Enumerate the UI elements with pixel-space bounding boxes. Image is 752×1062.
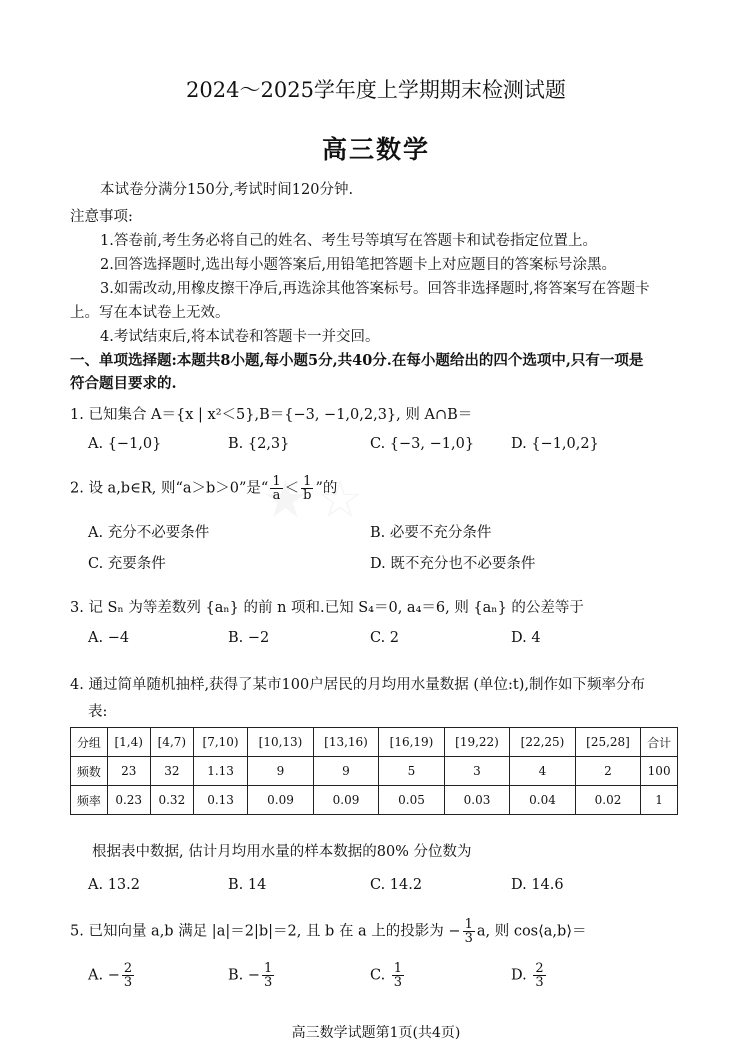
q4-option-b: B. 14	[228, 877, 267, 893]
table-cell: 0.09	[313, 786, 379, 815]
note-item: 4.考试结束后,将本试卷和答题卡一并交回。	[100, 329, 380, 345]
table-cell: 0.04	[510, 786, 576, 815]
table-row	[71, 786, 678, 815]
table-cell: [4,7)	[150, 728, 193, 757]
fraction	[122, 962, 134, 989]
question-4-prompt: 根据表中数据, 估计月均用水量的样本数据的80% 分位数为	[92, 844, 472, 860]
table-cell: 合计	[641, 728, 678, 757]
fraction	[301, 475, 313, 502]
q3-option-b: B. −2	[228, 630, 270, 646]
frac-den: 3	[535, 975, 544, 990]
table-cell: 0.03	[444, 786, 510, 815]
frac-den: a	[272, 488, 281, 503]
q5-option-b	[228, 962, 276, 989]
table-cell: [10,13)	[248, 728, 314, 757]
question-2-stem	[70, 475, 337, 502]
frac-den: 3	[123, 975, 133, 990]
question-5-stem	[70, 918, 586, 945]
table-cell: 0.05	[379, 786, 445, 815]
note-item: 3.如需改动,用橡皮擦干净后,再选涂其他答案标号。回答非选择题时,将答案写在答题卡	[100, 281, 650, 297]
table-cell: 9	[248, 757, 314, 786]
section-heading-cont: 符合题目要求的.	[70, 375, 177, 392]
q1-option-d: D. {−1,0,2}	[511, 436, 599, 452]
frac-num: 1	[464, 917, 473, 932]
table-cell: 9	[313, 757, 379, 786]
frequency-table	[70, 727, 678, 815]
table-cell: [25,28]	[575, 728, 641, 757]
option-label: C.	[370, 967, 386, 984]
q4-option-c: C. 14.2	[370, 877, 423, 893]
q1-option-b: B. {2,3}	[228, 436, 290, 452]
note-item: 1.答卷前,考生务必将自己的姓名、考生号等填写在答题卡和试卷指定位置上。	[100, 233, 597, 249]
question-4-stem: 4. 通过简单随机抽样,获得了某市100户居民的月均用水量数据 (单位:t),制作如下频率分布	[70, 677, 645, 693]
frac-den: b	[303, 488, 312, 503]
fraction	[392, 962, 404, 989]
q4-option-a: A. 13.2	[88, 877, 140, 893]
table-cell: [1,4)	[107, 728, 150, 757]
intro-text: 本试卷分满分150分,考试时间120分钟.	[100, 182, 354, 198]
table-cell: 32	[150, 757, 193, 786]
q2-option-a: A. 充分不必要条件	[88, 525, 210, 541]
option-label: B.	[228, 967, 244, 984]
table-row	[71, 757, 678, 786]
table-cell: 频率	[71, 786, 108, 815]
notes-heading: 注意事项:	[70, 209, 133, 225]
note-item: 上。写在本试卷上无效。	[70, 305, 230, 321]
table-header-row	[71, 728, 678, 757]
table-cell: 4	[510, 757, 576, 786]
fraction	[463, 918, 475, 945]
exam-title: 2024～2025学年度上学期期末检测试题	[186, 78, 566, 102]
table-cell: [7,10)	[193, 728, 247, 757]
note-item: 2.回答选择题时,选出每小题答案后,用铅笔把答题卡上对应题目的答案标号涂黑。	[100, 257, 617, 273]
frac-num: 2	[535, 961, 544, 976]
frac-den: 3	[393, 975, 403, 990]
q4-option-d: D. 14.6	[511, 877, 564, 893]
frac-num: 1	[393, 961, 403, 976]
q5-stem-post: a, 则 cos⟨a,b⟩＝	[476, 923, 587, 940]
subject-title: 高三数学	[321, 135, 430, 164]
table-cell: 分组	[71, 728, 108, 757]
q5-option-c	[370, 962, 406, 989]
section-heading: 一、单项选择题:本题共8小题,每小题5分,共40分.在每小题给出的四个选项中,只有一项是	[70, 352, 644, 369]
table-cell: [19,22)	[444, 728, 510, 757]
table-cell: 1	[641, 786, 678, 815]
table-cell: 0.32	[150, 786, 193, 815]
q2-lt: ＜	[284, 480, 300, 497]
question-4-stem-cont: 表:	[88, 704, 108, 720]
frac-num: 2	[123, 961, 133, 976]
question-1-stem: 1. 已知集合 A＝{x | x²＜5},B＝{−3, −1,0,2,3}, 则 A∩B＝	[70, 407, 473, 423]
table-cell: 0.13	[193, 786, 247, 815]
frac-num: 1	[264, 961, 273, 976]
q2-option-c: C. 充要条件	[88, 556, 166, 572]
frac-den: 3	[264, 975, 273, 990]
option-sign: −	[247, 967, 261, 984]
table-cell: [22,25)	[510, 728, 576, 757]
q5-option-d	[511, 962, 548, 989]
q5-stem-pre: 5. 已知向量 a,b 满足 |a|＝2|b|＝2, 且 b 在 a 上的投影为 −	[70, 923, 461, 940]
q2-stem-pre: 2. 设 a,b∈R, 则“a＞b＞0”是“	[70, 480, 269, 497]
fraction	[270, 475, 282, 502]
q1-option-a: A. {−1,0}	[88, 436, 162, 452]
q3-option-a: A. −4	[88, 630, 130, 646]
table-cell: 3	[444, 757, 510, 786]
table-cell: 5	[379, 757, 445, 786]
table-cell: 23	[107, 757, 150, 786]
table-cell: 0.23	[107, 786, 150, 815]
option-sign: −	[107, 967, 120, 984]
page-footer: 高三数学试题第1页(共4页)	[291, 1025, 461, 1041]
q5-option-a	[88, 962, 136, 989]
q1-option-c: C. {−3, −1,0}	[370, 436, 475, 452]
table-cell: [16,19)	[379, 728, 445, 757]
fraction	[262, 962, 274, 989]
question-3-stem: 3. 记 Sₙ 为等差数列 {aₙ} 的前 n 项和.已知 S₄＝0, a₄＝6, 则 {aₙ} 的公差等于	[70, 600, 584, 616]
option-label: D.	[511, 967, 527, 984]
option-label: A.	[88, 967, 104, 984]
frac-den: 3	[464, 931, 473, 946]
table-cell: 频数	[71, 757, 108, 786]
table-cell: [13,16)	[313, 728, 379, 757]
table-cell: 100	[641, 757, 678, 786]
table-cell: 2	[575, 757, 641, 786]
frac-num: 1	[303, 474, 312, 489]
fraction	[533, 962, 545, 989]
table-cell: 1.13	[193, 757, 247, 786]
q2-option-d: D. 既不充分也不必要条件	[370, 556, 536, 572]
q3-option-d: D. 4	[511, 630, 541, 646]
frac-num: 1	[272, 474, 281, 489]
table-cell: 0.02	[575, 786, 641, 815]
q3-option-c: C. 2	[370, 630, 400, 646]
table-cell: 0.09	[248, 786, 314, 815]
q2-option-b: B. 必要不充分条件	[370, 525, 492, 541]
q2-stem-post: ”的	[315, 480, 338, 497]
